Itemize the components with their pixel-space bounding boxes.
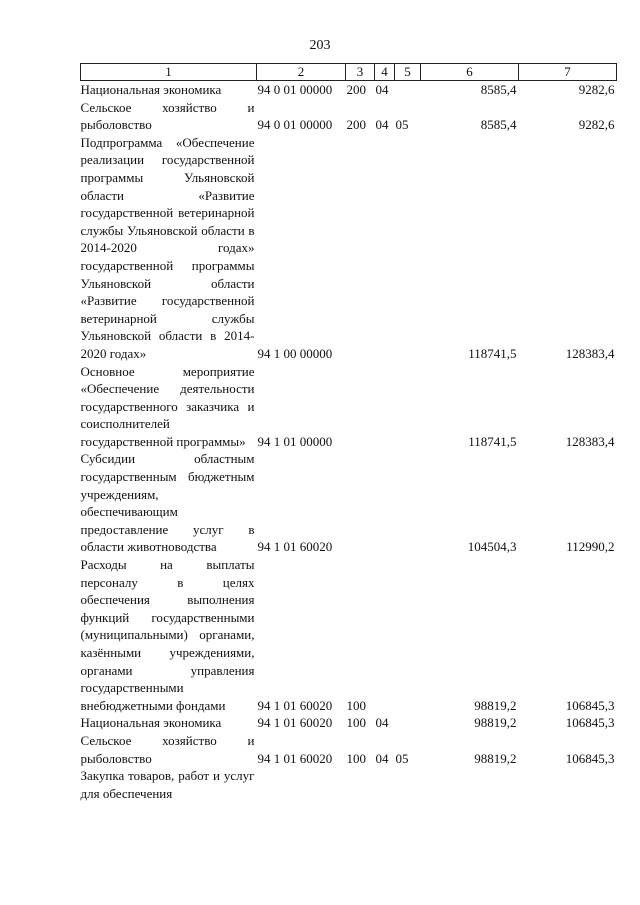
row-value-col7: 9282,6 — [578, 82, 615, 97]
row-value-col6 — [421, 767, 519, 802]
row-vr — [346, 450, 375, 556]
row-name: Сельское хозяйство и рыболовство — [80, 732, 255, 766]
row-value-col7: 128383,4 — [565, 433, 615, 449]
row-pr: 05 — [395, 117, 409, 133]
row-pr — [395, 556, 421, 714]
row-pr — [395, 714, 421, 732]
row-value-col7: 9282,6 — [578, 117, 615, 133]
row-value-col7: 128383,4 — [565, 345, 615, 361]
row-vr: 100 — [346, 750, 366, 766]
row-code: 94 1 01 60020 — [257, 539, 333, 555]
table-row — [81, 767, 617, 802]
row-vr: 100 — [346, 697, 366, 713]
column-header: 3 — [346, 64, 375, 81]
row-code: 94 1 01 60020 — [257, 750, 333, 766]
table-row — [81, 99, 617, 134]
row-pr — [395, 134, 421, 363]
table-header — [81, 64, 617, 81]
row-value-col6: 104504,3 — [467, 539, 517, 555]
row-value-col7: 112990,2 — [566, 539, 615, 555]
row-pr — [395, 767, 421, 802]
row-value-col7 — [519, 767, 617, 802]
row-code: 94 1 00 00000 — [257, 345, 333, 361]
row-code: 94 1 01 00000 — [257, 433, 333, 449]
table-row — [81, 714, 617, 732]
row-value-col7: 106845,3 — [565, 715, 615, 731]
row-code: 94 0 01 00000 — [257, 82, 333, 97]
row-value-col6: 8585,4 — [480, 82, 517, 97]
row-value-col6: 98819,2 — [474, 715, 517, 731]
row-rz — [375, 363, 395, 451]
row-rz: 04 — [375, 715, 389, 731]
row-name: Подпрограмма «Обеспечение реализации государственной программы Ульяновской области «Развитие государственной ветеринарной службы Ульяновской области в 2014-2020 годах» государственной программы Ульяновской области «Развитие государственной ветеринарной службы Ульяновской области в 2014-2020 годах» — [80, 134, 255, 361]
row-code: 94 1 01 60020 — [257, 715, 333, 731]
row-rz — [375, 556, 395, 714]
row-pr — [395, 450, 421, 556]
row-vr — [346, 363, 375, 451]
row-name: Субсидии областным государственным бюджетным учреждениям, обеспечивающим предоставление услуг в области животноводства — [80, 451, 255, 555]
table-body — [81, 81, 617, 803]
column-header: 4 — [375, 64, 395, 81]
row-name: Основное мероприятие «Обеспечение деятельности государственного заказчика и соисполнителей государственной программы» — [80, 363, 255, 449]
row-name: Расходы на выплаты персоналу в целях обеспечения выполнения функций государственными (муниципальными) органами, казёнными учреждениями, органами управления государственными внебюджетными фондами — [80, 557, 255, 713]
row-code — [257, 767, 346, 802]
column-header: 7 — [519, 64, 617, 81]
column-header: 5 — [395, 64, 421, 81]
row-vr: 200 — [346, 117, 366, 133]
row-name: Национальная экономика — [80, 715, 222, 731]
table-row — [81, 450, 617, 556]
table-row — [81, 363, 617, 451]
column-header: 2 — [257, 64, 346, 81]
header-row — [81, 64, 617, 81]
page-number: 203 — [309, 38, 331, 53]
row-name: Сельское хозяйство и рыболовство — [80, 99, 255, 133]
column-header: 6 — [421, 64, 519, 81]
row-vr: 200 — [346, 82, 366, 97]
row-pr: 05 — [395, 750, 409, 766]
row-rz: 04 — [375, 82, 389, 97]
table-row — [81, 556, 617, 714]
row-value-col6: 118741,5 — [468, 345, 517, 361]
table-row — [81, 732, 617, 767]
row-value-col6: 98819,2 — [474, 697, 517, 713]
budget-table — [80, 63, 617, 802]
row-name: Закупка товаров, работ и услуг для обеспечения — [80, 768, 255, 801]
row-vr: 100 — [346, 715, 366, 731]
row-code: 94 1 01 60020 — [257, 697, 333, 713]
row-value-col7: 106845,3 — [565, 750, 615, 766]
row-value-col6: 8585,4 — [480, 117, 517, 133]
row-pr — [395, 363, 421, 451]
row-value-col6: 118741,5 — [468, 433, 517, 449]
table-row — [81, 81, 617, 99]
row-vr — [346, 767, 375, 802]
row-rz — [375, 767, 395, 802]
row-pr — [395, 81, 421, 99]
row-rz: 04 — [375, 117, 389, 133]
row-value-col6: 98819,2 — [474, 750, 517, 766]
row-vr — [346, 134, 375, 363]
row-rz: 04 — [375, 750, 389, 766]
row-rz — [375, 450, 395, 556]
column-header: 1 — [81, 64, 257, 81]
row-value-col7: 106845,3 — [565, 697, 615, 713]
row-name: Национальная экономика — [80, 82, 222, 97]
row-code: 94 0 01 00000 — [257, 117, 333, 133]
row-rz — [375, 134, 395, 363]
table-row — [81, 134, 617, 363]
